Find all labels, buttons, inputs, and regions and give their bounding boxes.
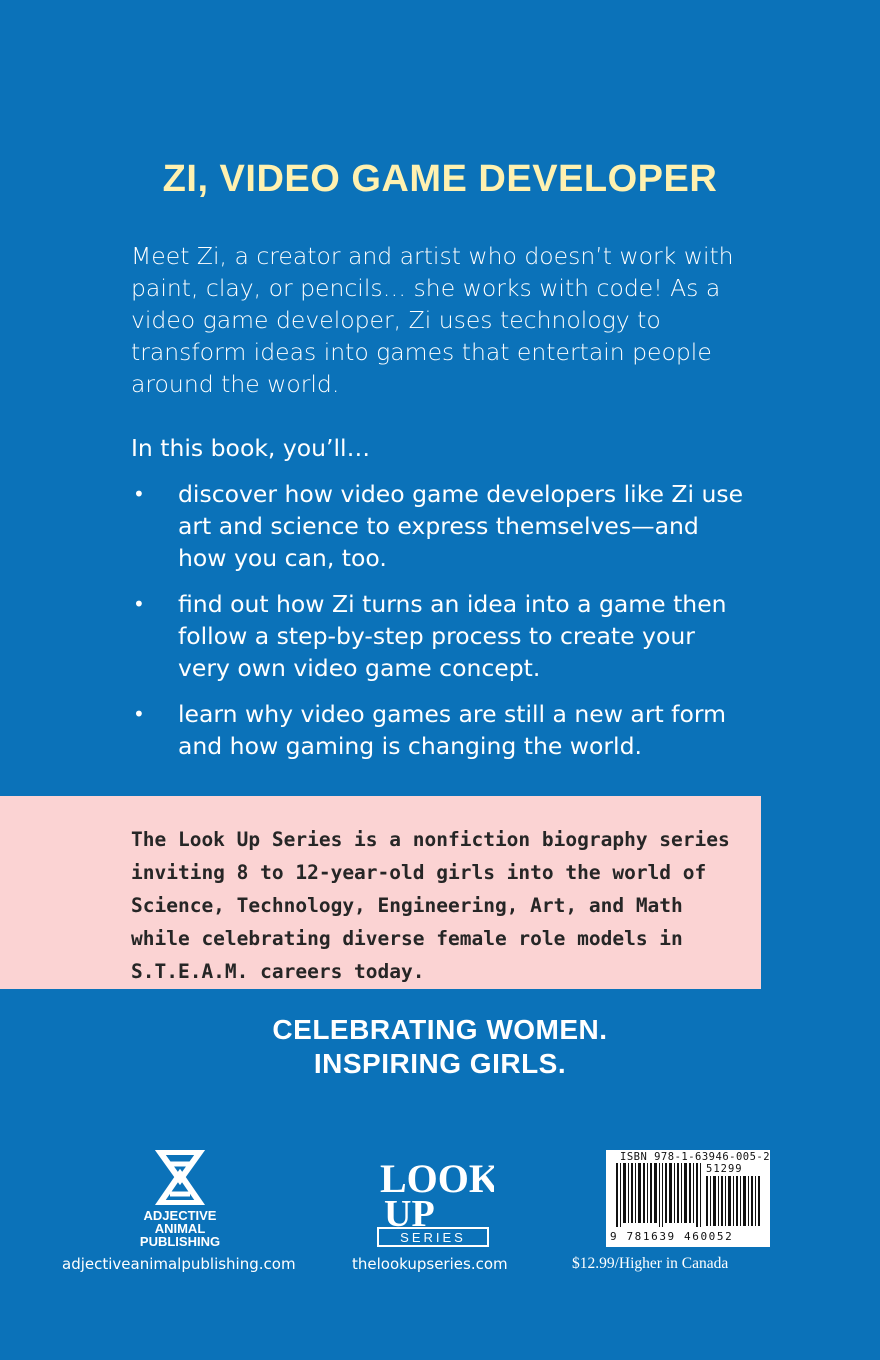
price-code: 51299 (706, 1163, 743, 1175)
svg-text:LOOK: LOOK (380, 1156, 494, 1201)
feature-item (131, 478, 751, 574)
feature-text: find out how Zi turns an idea into a game then follow a step-by-step process to create your very own video game concept. (178, 590, 727, 682)
bullet-icon: • (133, 702, 145, 726)
feature-text: learn why video games are still a new art form and how gaming is changing the world. (178, 700, 726, 760)
publisher-emblem-icon (150, 1150, 210, 1205)
look-up-logo-icon (372, 1150, 494, 1250)
slogan-line-2: INSPIRING GIRLS. (313, 1048, 567, 1079)
isbn-barcode (606, 1150, 770, 1247)
feature-text: discover how video game developers like Zi use art and science to express themselves—and how you can, too. (178, 480, 744, 572)
series-description: The Look Up Series is a nonfiction biography series inviting 8 to 12-year-old girls into the world of Science, Technology, Engineering, Art, and Math while celebrating diverse female role models in S.T.E.A.M. careers today. (131, 828, 730, 983)
isbn-number: 9 781639 460052 (610, 1230, 734, 1243)
isbn-label: ISBN 978-1-63946-005-2 (620, 1151, 771, 1163)
look-up-series-logo (372, 1150, 494, 1250)
publisher-url: adjectiveanimalpublishing.com (62, 1255, 296, 1273)
book-title: ZI, VIDEO GAME DEVELOPER (162, 158, 718, 200)
publisher-logo (125, 1150, 235, 1248)
bullet-icon: • (133, 482, 145, 506)
feature-item (131, 588, 751, 684)
price-text: $12.99/Higher in Canada (572, 1255, 729, 1272)
svg-text:UP: UP (384, 1193, 435, 1235)
series-info-panel (0, 796, 761, 989)
intro-paragraph: Meet Zi, a creator and artist who doesn’t work with paint, clay, or pencils… she works with code! As a video game developer, Zi uses technology to transform ideas into games that entertain people around the world. (131, 242, 734, 398)
slogan-line-1: CELEBRATING WOMEN. (272, 1014, 608, 1045)
publisher-logo-wordmark: ADJECTIVE ANIMAL PUBLISHING (139, 1208, 221, 1249)
feature-list (131, 478, 751, 776)
feature-item (131, 698, 751, 762)
bullet-icon: • (133, 592, 145, 616)
lead-in-text: In this book, you’ll… (131, 434, 371, 462)
svg-text:SERIES: SERIES (400, 1230, 466, 1245)
series-url: thelookupseries.com (352, 1255, 508, 1273)
